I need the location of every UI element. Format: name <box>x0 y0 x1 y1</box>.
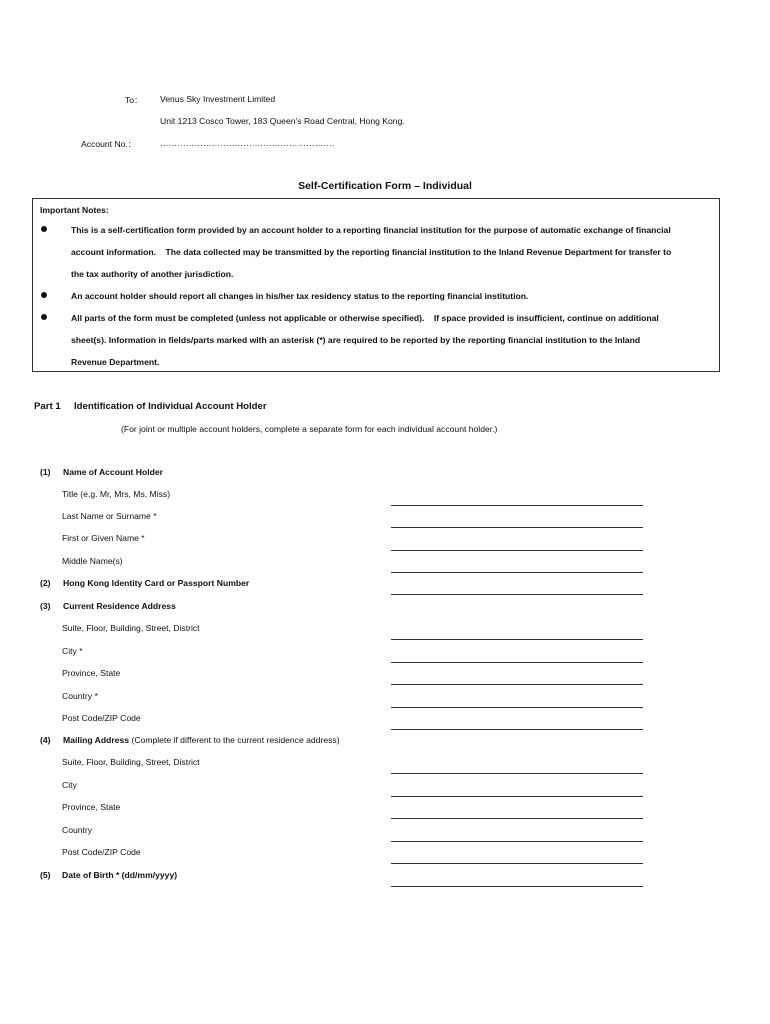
bullet-icon <box>41 226 47 232</box>
field-label-residence-province: Province, State <box>62 668 121 678</box>
field-label-title: Title (e.g. Mr, Mrs, Ms, Miss) <box>62 489 171 499</box>
id-number-input-line[interactable] <box>391 594 643 595</box>
field-label-residence-country: Country * <box>62 691 98 701</box>
field-label-last-name: Last Name or Surname * <box>62 511 157 521</box>
note-line: All parts of the form must be completed (unless not applicable or otherwise specified). If space provided is insufficient, continue on additional <box>71 313 659 323</box>
field-label-mailing-city: City <box>62 780 77 790</box>
middle-name-input-line[interactable] <box>391 572 643 573</box>
form-title: Self-Certification Form – Individual <box>298 180 472 192</box>
field-number: (3) <box>40 601 51 611</box>
mailing-street-input-line[interactable] <box>391 773 643 774</box>
field-label-residence-street: Suite, Floor, Building, Street, District <box>62 623 200 633</box>
part-subtitle: (For joint or multiple account holders, complete a separate form for each individual account holder.) <box>121 424 498 434</box>
bullet-icon <box>41 292 47 298</box>
note-line: Revenue Department. <box>71 357 160 367</box>
residence-postcode-input-line[interactable] <box>391 729 643 730</box>
to-label: To： <box>125 95 143 105</box>
field-label-middle-name: Middle Name(s) <box>62 556 123 566</box>
field-label-mailing-address <box>63 735 340 745</box>
field-label-id-number: Hong Kong Identity Card or Passport Number <box>63 578 250 588</box>
field-label-mailing-country: Country <box>62 825 93 835</box>
field-label-residence-city: City * <box>62 646 83 656</box>
field-label-residence-address: Current Residence Address <box>63 601 176 611</box>
residence-province-input-line[interactable] <box>391 684 643 685</box>
recipient-name: Venus Sky Investment Limited <box>160 94 276 104</box>
residence-city-input-line[interactable] <box>391 662 643 663</box>
field-label-mailing-province: Province, State <box>62 802 121 812</box>
mailing-address-heading: Mailing Address <box>63 735 130 745</box>
field-label-date-of-birth: Date of Birth * (dd/mm/yyyy) <box>62 870 178 880</box>
account-number-field[interactable]: ……………………………………………………. <box>160 138 335 148</box>
note-line: An account holder should report all changes in his/her tax residency status to the reporting financial institution. <box>71 291 529 301</box>
field-label-mailing-street: Suite, Floor, Building, Street, District <box>62 757 200 767</box>
date-of-birth-input-line[interactable] <box>391 886 643 887</box>
mailing-postcode-input-line[interactable] <box>391 863 643 864</box>
residence-country-input-line[interactable] <box>391 707 643 708</box>
field-label-first-name: First or Given Name * <box>62 533 145 543</box>
field-number: (5) <box>40 870 51 880</box>
part-label: Part 1 <box>34 401 61 412</box>
note-line: This is a self-certification form provided by an account holder to a reporting financial institution for the purpose of automatic exchange of financial <box>71 225 671 235</box>
field-label-name-of-account-holder: Name of Account Holder <box>63 467 163 477</box>
notes-heading: Important Notes: <box>40 205 109 215</box>
residence-street-input-line[interactable] <box>391 639 643 640</box>
mailing-address-note: (Complete if different to the current residence address) <box>131 735 340 745</box>
field-label-mailing-postcode: Post Code/ZIP Code <box>62 847 141 857</box>
mailing-country-input-line[interactable] <box>391 841 643 842</box>
field-number: (4) <box>40 735 51 745</box>
note-line: account information. The data collected may be transmitted by the reporting financial institution to the Inland Revenue Department for transfer to <box>71 247 672 257</box>
field-number: (1) <box>40 467 51 477</box>
title-input-line[interactable] <box>391 505 643 506</box>
recipient-address: Unit 1213 Cosco Tower, 183 Queen’s Road Central, Hong Kong. <box>160 116 405 126</box>
mailing-city-input-line[interactable] <box>391 796 643 797</box>
note-line: sheet(s). Information in fields/parts marked with an asterisk (*) are required to be reported by the reporting financial institution to the Inland <box>71 335 641 345</box>
last-name-input-line[interactable] <box>391 527 643 528</box>
field-number: (2) <box>40 578 51 588</box>
field-label-residence-postcode: Post Code/ZIP Code <box>62 713 141 723</box>
mailing-province-input-line[interactable] <box>391 818 643 819</box>
bullet-icon <box>41 314 47 320</box>
account-number-label: Account No.： <box>81 139 137 149</box>
part-title: Identification of Individual Account Holder <box>74 401 267 412</box>
first-name-input-line[interactable] <box>391 550 643 551</box>
note-line: the tax authority of another jurisdiction. <box>71 269 234 279</box>
